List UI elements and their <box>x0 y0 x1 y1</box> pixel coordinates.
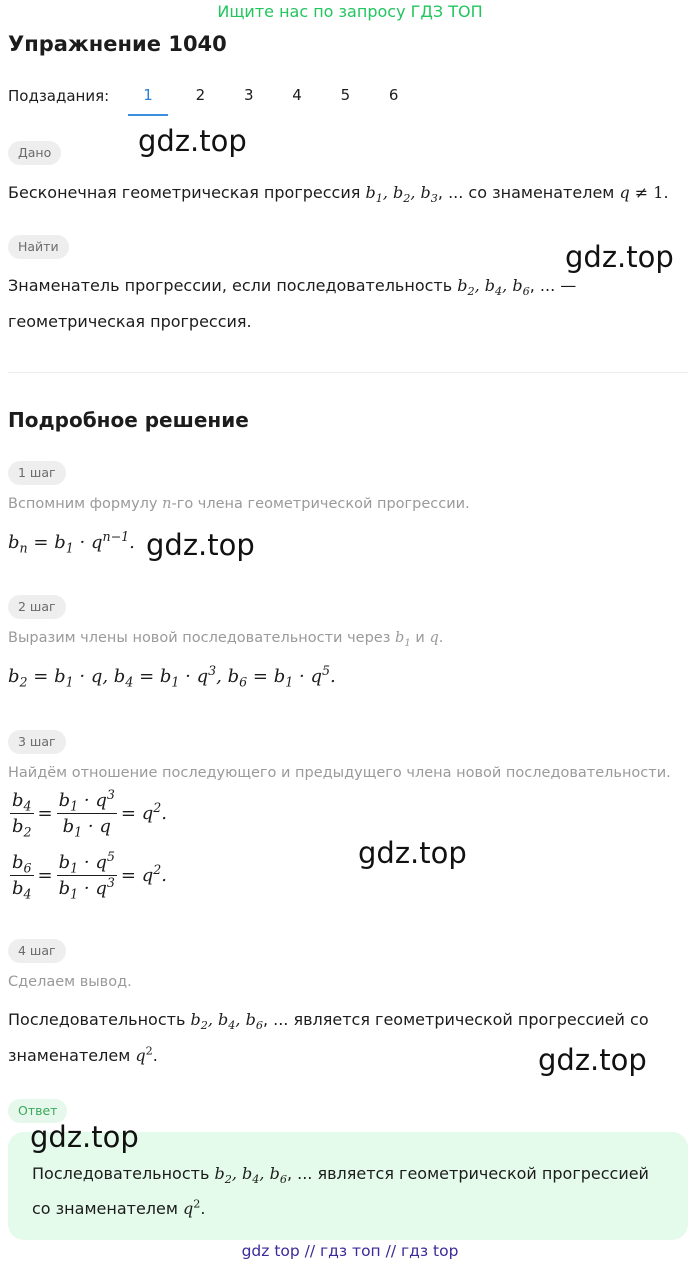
subtask-tab-2[interactable]: 2 <box>195 86 206 104</box>
step4-text: Последовательность $b_2$, $b_4$, $b_6$, ... является геометрической прогрессией со <box>8 1010 649 1033</box>
given-text <box>8 181 669 205</box>
answer-text: Последовательность $b_2$, $b_4$, $b_6$, ... является геометрической прогрессией <box>32 1164 649 1187</box>
given-formula: $b_1$, $b_2$, $b_3$ <box>365 183 438 206</box>
given-text-middle: , ... со знаменателем <box>437 183 615 202</box>
top-banner: Ищите нас по запросу ГДЗ ТОП <box>217 2 483 21</box>
step4-text-line2: знаменателем $q^2$. <box>8 1044 158 1065</box>
subtask-tab-5[interactable]: 5 <box>340 86 351 104</box>
subtask-tab-4[interactable]: 4 <box>292 86 302 104</box>
step1-formula: $b_n = b_1 \cdot q^{n-1}$. <box>8 529 135 556</box>
watermark: gdz.top <box>565 240 674 274</box>
step2-formula: $b_2 = b_1 \cdot q$, $b_4 = b_1 \cdot q^3$, $b_6 = b_1 \cdot q^5$. <box>8 663 336 690</box>
watermark: gdz.top <box>138 124 247 158</box>
step3-formula-1: $\frac{b_4}{b_2}$ = $\frac{b_1 \cdot q^3}{b_1 \cdot q}$ = $q^2$. <box>12 787 168 840</box>
step3-badge: 3 шаг <box>8 730 66 754</box>
find-text-before: Знаменатель прогрессии, если последовательность <box>8 276 453 295</box>
find-formula: $b_2$, $b_4$, $b_6$ <box>457 276 530 299</box>
subtask-tabs <box>128 86 418 116</box>
find-badge: Найти <box>8 235 69 259</box>
answer-text-line2: со знаменателем $q^2$. <box>32 1197 206 1218</box>
find-text-line2: геометрическая прогрессия. <box>8 312 252 331</box>
step1-hint: Вспомним формулу n-го члена геометрической прогрессии. <box>8 496 470 512</box>
watermark: gdz.top <box>146 528 255 562</box>
watermark: gdz.top <box>538 1043 647 1077</box>
divider <box>8 372 688 373</box>
footer: gdz top // гдз топ // гдз top <box>241 1242 459 1260</box>
watermark: gdz.top <box>358 836 467 870</box>
subtask-tab-6[interactable]: 6 <box>388 86 399 104</box>
step3-formula-2: $\frac{b_6}{b_4}$ = $\frac{b_1 \cdot q^5}{b_1 \cdot q^3}$ = $q^2$. <box>12 849 168 902</box>
given-text-after: . <box>663 183 669 202</box>
step2-hint: Выразим члены новой последовательности через $b_1$ и q. <box>8 630 444 649</box>
subtask-tab-3[interactable]: 3 <box>243 86 254 104</box>
find-text-after: , ... — <box>529 276 577 295</box>
subtasks-label: Подзадания: <box>8 87 110 105</box>
find-text <box>8 274 576 298</box>
step2-badge: 2 шаг <box>8 595 66 619</box>
subtask-tab-1[interactable]: 1 <box>128 86 168 116</box>
given-condition: q ≠ 1 <box>619 183 664 202</box>
step4-badge: 4 шаг <box>8 939 66 963</box>
step4-hint: Сделаем вывод. <box>8 974 132 990</box>
solution-title: Подробное решение <box>8 408 249 432</box>
given-text-before: Бесконечная геометрическая прогрессия <box>8 183 361 202</box>
page-title: Упражнение 1040 <box>8 32 227 56</box>
watermark: gdz.top <box>30 1120 139 1154</box>
answer-badge: Ответ <box>8 1099 67 1123</box>
step3-hint: Найдём отношение последующего и предыдущего члена новой последовательности. <box>8 765 671 781</box>
given-badge: Дано <box>8 141 61 165</box>
step1-n: n <box>162 496 172 512</box>
step1-badge: 1 шаг <box>8 461 66 485</box>
